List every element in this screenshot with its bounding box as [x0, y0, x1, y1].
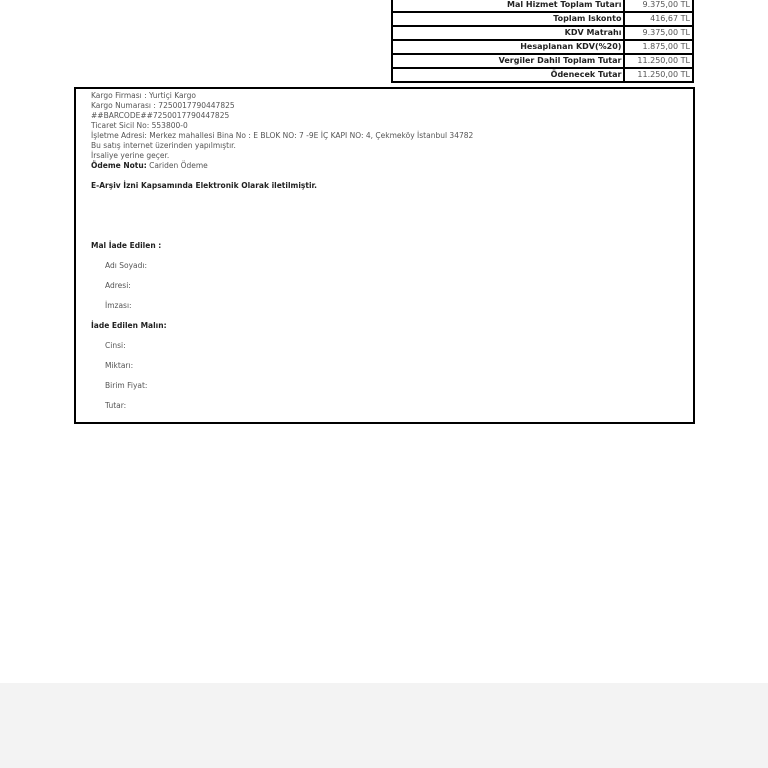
name-label: Adı Soyadı: [105, 261, 147, 270]
totals-label: KDV Matrahı [392, 26, 624, 40]
totals-label: Mal Hizmet Toplam Tutarı [392, 0, 624, 12]
quantity-label: Miktarı: [105, 361, 134, 370]
barcode-line: ##BARCODE##7250017790447825 [91, 111, 230, 120]
totals-label: Vergiler Dahil Toplam Tutar [392, 54, 624, 68]
type-label: Cinsi: [105, 341, 126, 350]
totals-row [392, 40, 693, 54]
cargo-firm-line: Kargo Firması : Yurtiçi Kargo [91, 91, 196, 100]
invoice-notes-box [74, 87, 695, 424]
totals-row [392, 0, 693, 12]
totals-value: 9.375,00 TL [624, 26, 693, 40]
payment-note-line [91, 161, 208, 170]
totals-value: 11.250,00 TL [624, 68, 693, 82]
signature-label: İmzası: [105, 301, 132, 310]
totals-value: 9.375,00 TL [624, 0, 693, 12]
payment-note-label: Ödeme Notu: [91, 161, 147, 170]
payment-note-value: Cariden Ödeme [146, 161, 208, 170]
totals-label: Ödenecek Tutar [392, 68, 624, 82]
totals-value: 11.250,00 TL [624, 54, 693, 68]
amount-label: Tutar: [105, 401, 127, 410]
totals-label: Hesaplanan KDV(%20) [392, 40, 624, 54]
totals-row [392, 68, 693, 82]
totals-row [392, 26, 693, 40]
totals-row [392, 12, 693, 26]
cargo-number-line: Kargo Numarası : 7250017790447825 [91, 101, 235, 110]
totals-value: 416,67 TL [624, 12, 693, 26]
totals-table [391, 0, 694, 83]
returned-goods-title: İade Edilen Malın: [91, 321, 167, 330]
totals-label: Toplam Iskonto [392, 12, 624, 26]
returned-by-title: Mal İade Edilen : [91, 241, 162, 250]
totals-value: 1.875,00 TL [624, 40, 693, 54]
business-address-line: İşletme Adresi: Merkez mahallesi Bina No : E BLOK NO: 7 -9E İÇ KAPI NO: 4, Çekmeköy İstanbul 34782 [91, 131, 474, 140]
address-label: Adresi: [105, 281, 131, 290]
trade-registry-line: Ticaret Sicil No: 553800-0 [91, 121, 188, 130]
earsiv-line: E-Arşiv İzni Kapsamında Elektronik Olarak iletilmiştir. [91, 181, 318, 190]
waybill-line: İrsaliye yerine geçer. [91, 151, 170, 160]
internet-sale-line: Bu satış internet üzerinden yapılmıştır. [91, 141, 236, 150]
totals-row [392, 54, 693, 68]
unit-price-label: Birim Fiyat: [105, 381, 148, 390]
viewer-background [0, 683, 768, 768]
